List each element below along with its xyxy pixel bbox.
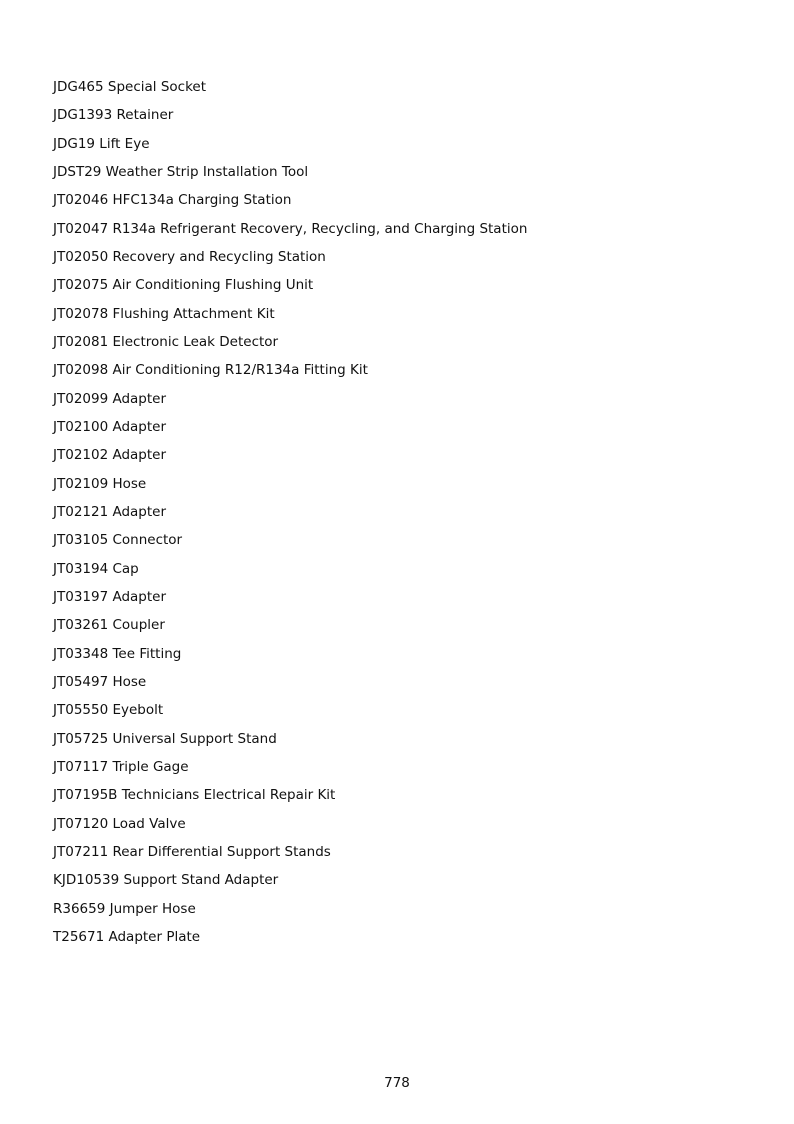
list-item: JT02047 R134a Refrigerant Recovery, Recycling, and Charging Station xyxy=(53,220,528,237)
list-item: JT02046 HFC134a Charging Station xyxy=(53,192,292,209)
list-item: JT07120 Load Valve xyxy=(53,815,186,832)
list-item: JT02121 Adapter xyxy=(53,503,167,520)
list-item: JT07117 Triple Gage xyxy=(53,758,189,775)
list-item: JT02098 Air Conditioning R12/R134a Fitting Kit xyxy=(53,362,368,379)
list-item: JT03194 Cap xyxy=(53,560,139,577)
page-number: 778 xyxy=(384,1075,410,1091)
list-item: JT02099 Adapter xyxy=(53,390,167,407)
list-item: JT07195B Technicians Electrical Repair Kit xyxy=(53,787,336,804)
list-item: R36659 Jumper Hose xyxy=(53,900,196,917)
list-item: JT03105 Connector xyxy=(53,532,183,549)
list-item: JT05497 Hose xyxy=(53,673,147,690)
list-item: T25671 Adapter Plate xyxy=(53,928,201,945)
list-item: JT03197 Adapter xyxy=(53,588,167,605)
list-item: JDG1393 Retainer xyxy=(53,107,174,124)
list-item: JT02109 Hose xyxy=(53,475,147,492)
list-item: JDG465 Special Socket xyxy=(53,79,207,95)
list-item: JT02078 Flushing Attachment Kit xyxy=(53,305,275,322)
list-item: KJD10539 Support Stand Adapter xyxy=(53,872,279,889)
list-item: JDG19 Lift Eye xyxy=(53,135,150,152)
list-item: JT02075 Air Conditioning Flushing Unit xyxy=(53,277,314,294)
list-item: JT05725 Universal Support Stand xyxy=(53,730,277,747)
list-item: JT02050 Recovery and Recycling Station xyxy=(53,248,326,265)
list-item: JT03261 Coupler xyxy=(53,617,165,634)
list-item: JT03348 Tee Fitting xyxy=(53,645,182,662)
list-item: JT02100 Adapter xyxy=(53,418,167,435)
list-item: JDST29 Weather Strip Installation Tool xyxy=(53,163,309,180)
special-tools-list xyxy=(53,77,527,955)
list-item: JT07211 Rear Differential Support Stands xyxy=(53,843,331,860)
list-item: JT02081 Electronic Leak Detector xyxy=(53,333,279,350)
list-item: JT05550 Eyebolt xyxy=(53,702,164,719)
list-item: JT02102 Adapter xyxy=(53,447,167,464)
